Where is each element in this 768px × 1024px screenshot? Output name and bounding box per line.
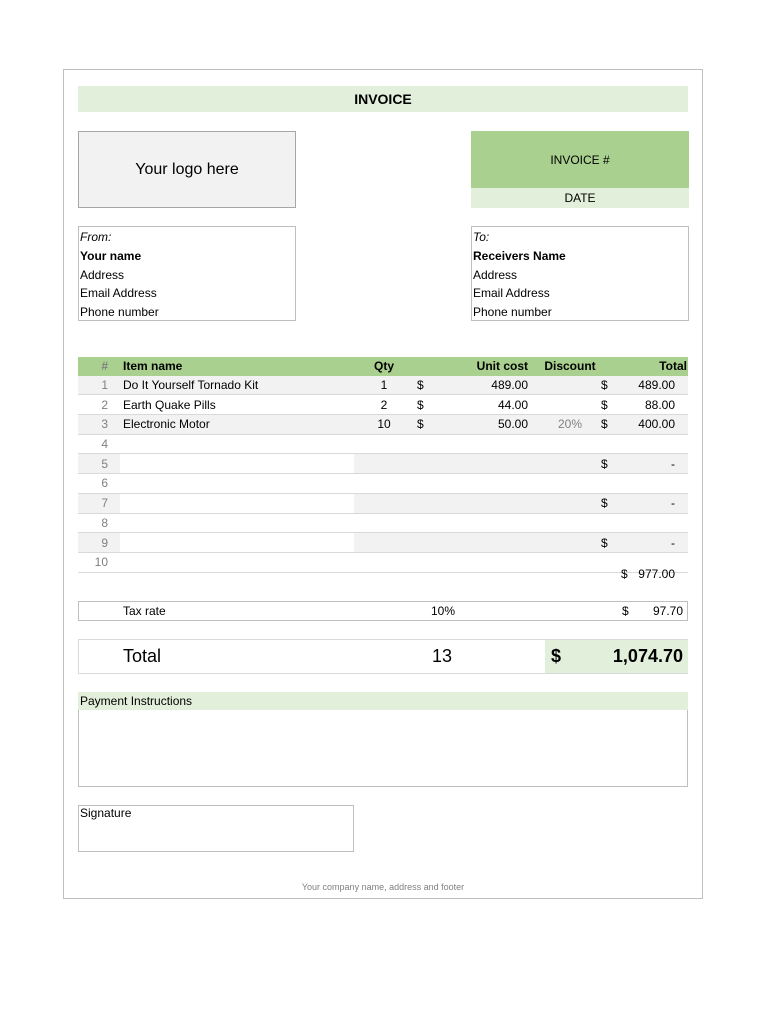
tax-label: Tax rate	[123, 604, 166, 618]
item-name-cell[interactable]: Electronic Motor	[123, 417, 210, 432]
row-number: 7	[101, 496, 108, 511]
row-number: 6	[101, 476, 108, 491]
table-row	[78, 552, 688, 572]
to-address[interactable]: Address	[473, 267, 518, 282]
total-currency-cell	[598, 474, 614, 494]
total-qty: 13	[432, 646, 453, 666]
line-total-cell	[614, 513, 688, 533]
line-total-cell	[614, 434, 688, 454]
item-name-cell[interactable]	[120, 434, 354, 454]
qty-cell[interactable]: 10	[377, 417, 391, 432]
unit-cost-cell[interactable]: 44.00	[497, 397, 528, 412]
total-currency: $	[551, 646, 562, 666]
line-total-cell: 88.00	[644, 397, 675, 412]
unit-cost-cell[interactable]	[440, 513, 542, 533]
invoice-title: INVOICE	[78, 86, 688, 112]
total-currency-cell: $	[601, 496, 608, 511]
line-total-cell: 400.00	[638, 417, 675, 432]
signature-label: Signature	[80, 806, 132, 820]
qty-cell[interactable]: 2	[380, 397, 388, 412]
discount-cell[interactable]	[542, 474, 598, 494]
table-row	[78, 513, 688, 533]
total-label: Total	[123, 646, 162, 666]
table-row	[78, 474, 688, 494]
qty-cell[interactable]	[354, 533, 414, 553]
row-number: 1	[101, 378, 108, 393]
table-row	[78, 493, 688, 513]
to-name[interactable]: Receivers Name	[473, 248, 566, 263]
discount-cell[interactable]	[542, 434, 598, 454]
page-footer: Your company name, address and footer	[301, 882, 465, 892]
payment-instructions-field[interactable]	[78, 710, 688, 787]
item-name-cell[interactable]: Earth Quake Pills	[123, 397, 216, 412]
line-total-cell	[614, 474, 688, 494]
from-address[interactable]: Address	[80, 267, 125, 282]
table-row	[78, 376, 688, 395]
item-name-cell[interactable]	[120, 474, 354, 494]
table-row	[78, 415, 688, 435]
logo-placeholder: Your logo here	[78, 131, 296, 208]
line-total-cell: -	[671, 535, 675, 550]
to-phone[interactable]: Phone number	[473, 305, 552, 320]
line-items-table	[78, 357, 688, 573]
row-number: 8	[101, 515, 108, 530]
item-name-cell[interactable]: Do It Yourself Tornado Kit	[123, 378, 259, 393]
tax-row	[78, 601, 688, 621]
row-number: 2	[101, 397, 108, 412]
tax-rate[interactable]: 10%	[431, 604, 456, 618]
from-label: From:	[80, 230, 112, 244]
total-currency-cell	[598, 513, 614, 533]
table-header-row	[78, 357, 688, 376]
unit-currency-cell	[414, 552, 440, 572]
to-address-block	[471, 226, 689, 321]
row-number: 9	[101, 535, 108, 550]
from-name[interactable]: Your name	[80, 248, 142, 263]
grand-total-row	[78, 639, 688, 674]
total-amount-highlight	[545, 640, 688, 673]
unit-currency-cell	[414, 454, 440, 474]
row-number: 10	[94, 555, 108, 570]
discount-cell[interactable]	[542, 454, 598, 474]
qty-cell[interactable]	[354, 434, 414, 454]
unit-currency-cell	[414, 493, 440, 513]
unit-currency-cell: $	[417, 397, 424, 412]
discount-cell[interactable]	[542, 376, 598, 395]
total-currency-cell	[598, 434, 614, 454]
item-name-cell[interactable]	[120, 533, 354, 553]
to-label: To:	[473, 230, 490, 244]
payment-instructions-label: Payment Instructions	[78, 692, 688, 710]
discount-cell[interactable]	[542, 493, 598, 513]
item-name-cell[interactable]	[120, 454, 354, 474]
item-name-cell[interactable]	[120, 493, 354, 513]
total-currency-cell: $	[601, 417, 608, 432]
unit-cost-cell[interactable]	[440, 474, 542, 494]
unit-cost-cell[interactable]: 489.00	[491, 378, 528, 393]
row-number: 4	[101, 437, 108, 452]
invoice-number-field[interactable]: INVOICE #	[471, 131, 689, 188]
total-currency-cell: $	[601, 456, 608, 471]
col-header-discount: Discount	[544, 359, 596, 374]
unit-cost-cell[interactable]: 50.00	[497, 417, 528, 432]
unit-currency-cell: $	[417, 417, 424, 432]
qty-cell[interactable]	[354, 552, 414, 572]
tax-value: 97.70	[652, 604, 683, 618]
unit-cost-cell[interactable]	[440, 533, 542, 553]
col-header-qty: Qty	[373, 359, 394, 374]
qty-cell[interactable]: 1	[380, 378, 388, 393]
qty-cell[interactable]	[354, 474, 414, 494]
row-number: 5	[101, 456, 108, 471]
line-total-cell: -	[671, 456, 675, 471]
table-row	[78, 395, 688, 415]
qty-cell[interactable]	[354, 493, 414, 513]
unit-currency-cell	[414, 533, 440, 553]
item-name-cell[interactable]	[120, 513, 354, 533]
unit-currency-cell	[414, 513, 440, 533]
signature-field[interactable]	[78, 805, 354, 852]
unit-cost-cell[interactable]	[440, 454, 542, 474]
table-row	[78, 533, 688, 553]
col-header-num: #	[101, 359, 108, 374]
discount-cell[interactable]	[542, 395, 598, 415]
invoice-date-field[interactable]: DATE	[471, 188, 689, 208]
discount-cell[interactable]: 20%	[557, 417, 583, 432]
unit-cost-cell[interactable]	[440, 552, 542, 572]
qty-cell[interactable]	[354, 454, 414, 474]
item-name-cell[interactable]	[120, 552, 354, 572]
total-value: 1,074.70	[612, 646, 683, 666]
row-number: 3	[101, 417, 108, 432]
to-email[interactable]: Email Address	[473, 286, 550, 301]
line-total-cell: 489.00	[638, 378, 675, 393]
total-currency-cell: $	[601, 378, 608, 393]
table-row	[78, 434, 688, 454]
from-phone[interactable]: Phone number	[80, 305, 159, 320]
total-currency-cell: $	[601, 397, 608, 412]
col-header-unit-cost: Unit cost	[476, 359, 528, 374]
discount-cell[interactable]	[542, 533, 598, 553]
unit-currency-cell	[414, 474, 440, 494]
line-total-cell: -	[671, 496, 675, 511]
unit-currency-cell	[414, 434, 440, 454]
subtotal	[600, 565, 688, 583]
unit-cost-cell[interactable]	[440, 493, 542, 513]
from-email[interactable]: Email Address	[80, 286, 157, 301]
total-currency-cell: $	[601, 535, 608, 550]
col-header-item: Item name	[123, 359, 183, 374]
subtotal-value: 977.00	[638, 567, 675, 581]
table-row	[78, 454, 688, 474]
discount-cell[interactable]	[542, 552, 598, 572]
unit-cost-cell[interactable]	[440, 434, 542, 454]
col-header-total: Total	[659, 359, 687, 374]
tax-currency: $	[622, 604, 629, 618]
qty-cell[interactable]	[354, 513, 414, 533]
discount-cell[interactable]	[542, 513, 598, 533]
unit-currency-cell: $	[417, 378, 424, 393]
subtotal-currency: $	[621, 567, 628, 581]
from-address-block	[78, 226, 296, 321]
